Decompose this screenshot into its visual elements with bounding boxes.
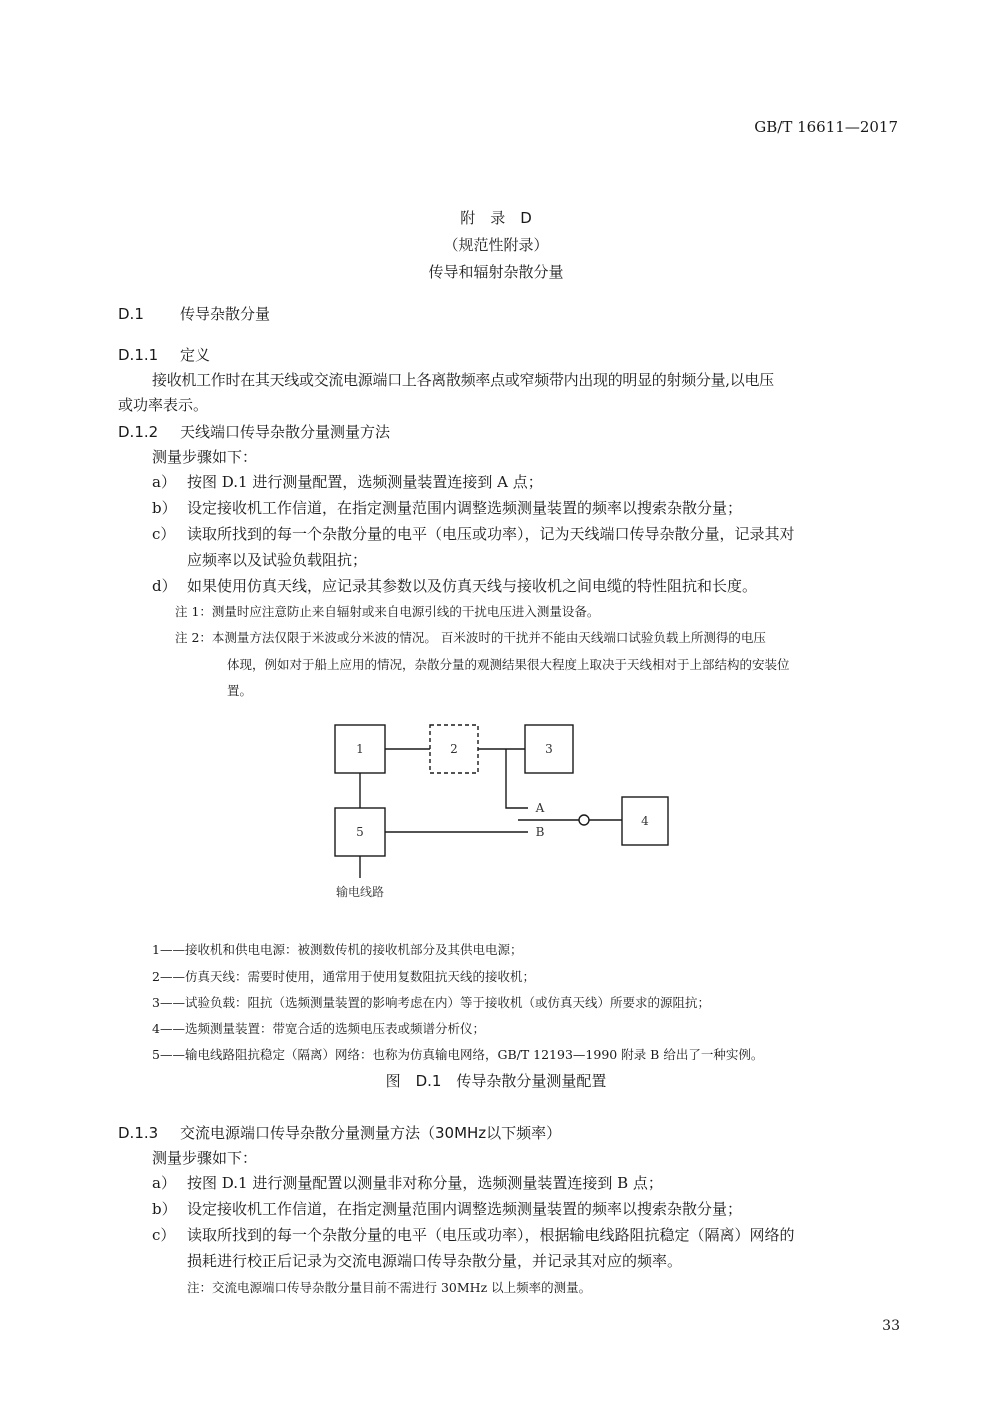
section-number: D.1.3: [118, 1124, 159, 1142]
box-label: 5: [356, 825, 364, 839]
section-number: D.1.2: [118, 423, 159, 441]
power-line-label: 输电线路: [335, 885, 385, 899]
list-marker: a）: [152, 1174, 176, 1192]
section-title: 定义: [180, 346, 211, 364]
figure-caption: 图 D.1 传导杂散分量测量配置: [385, 1072, 607, 1090]
list-text: 读取所找到的每一个杂散分量的电平（电压或功率），记为天线端口传导杂散分量，记录其对: [187, 525, 795, 543]
list-item: [152, 1172, 663, 1193]
list-marker: b）: [152, 499, 177, 517]
list-text: 读取所找到的每一个杂散分量的电平（电压或功率），根据输电线路阻抗稳定（隔离）网络的: [187, 1226, 795, 1244]
note-2-line: 置。: [227, 683, 253, 698]
point-a-label: A: [535, 801, 545, 815]
steps-intro: 测量步骤如下：: [152, 1149, 258, 1167]
point-b-label: B: [535, 825, 545, 839]
list-text: 按图 D.1 进行测量配置，选频测量装置连接到 A 点；: [187, 473, 543, 491]
list-text: 设定接收机工作信道，在指定测量范围内调整选频测量装置的频率以搜索杂散分量；: [187, 1200, 743, 1218]
list-text: 如果使用仿真天线，应记录其参数以及仿真天线与接收机之间电缆的特性阻抗和长度。: [187, 577, 758, 595]
appendix-subtitle: （规范性附录）: [443, 236, 549, 254]
page-number: 33: [882, 1318, 900, 1334]
definition-paragraph-line: 接收机工作时在其天线或交流电源端口上各离散频率点或窄频带内出现的明显的射频分量,以电压: [152, 371, 774, 389]
section-title: 交流电源端口传导杂散分量测量方法（30MHz以下频率）: [180, 1124, 562, 1142]
box-label: 2: [450, 742, 458, 756]
legend-item: 4——选频测量装置：带宽合适的选频电压表或频谱分析仪；: [152, 1021, 485, 1036]
list-marker: b）: [152, 1200, 177, 1218]
note: 注：交流电源端口传导杂散分量目前不需进行 30MHz 以上频率的测量。: [187, 1280, 592, 1295]
legend-item: 2——仿真天线：需要时使用，通常用于使用复数阻抗天线的接收机；: [152, 969, 535, 984]
note-2-line: 注 2：本测量方法仅限于米波或分米波的情况。 百米波时的干扰并不能由天线端口试验负载上所测得的电压: [175, 630, 766, 645]
list-item: [152, 1224, 795, 1245]
definition-paragraph-line: 或功率表示。: [118, 396, 209, 414]
box-label: 4: [641, 814, 649, 828]
list-marker: d）: [152, 577, 177, 595]
appendix-name: 传导和辐射杂散分量: [428, 263, 564, 281]
list-marker: c）: [152, 1226, 176, 1244]
list-text: 设定接收机工作信道，在指定测量范围内调整选频测量装置的频率以搜索杂散分量；: [187, 499, 743, 517]
note-2-line: 体现，例如对于船上应用的情况，杂散分量的观测结果很大程度上取决于天线相对于上部结构的安装位: [227, 657, 790, 672]
list-item-continuation: 损耗进行校正后记录为交流电源端口传导杂散分量，并记录其对应的频率。: [187, 1252, 683, 1270]
list-marker: c）: [152, 525, 176, 543]
list-text: 按图 D.1 进行测量配置以测量非对称分量，选频测量装置连接到 B 点；: [187, 1174, 663, 1192]
list-marker: a）: [152, 473, 176, 491]
section-number: D.1.1: [118, 346, 159, 364]
legend-item: 5——输电线路阻抗稳定（隔离）网络：也称为仿真输电网络，GB/T 12193—1990 附录 B 给出了一种实例。: [152, 1047, 764, 1062]
steps-intro: 测量步骤如下：: [152, 448, 258, 466]
section-title: 天线端口传导杂散分量测量方法: [180, 423, 391, 441]
list-item: [152, 1198, 742, 1219]
box-label: 1: [356, 742, 364, 756]
legend-item: 3——试验负载：阻抗（选频测量装置的影响考虑在内）等于接收机（或仿真天线）所要求的源阻抗；: [152, 995, 710, 1010]
box-label: 3: [545, 742, 553, 756]
section-number: D.1: [118, 305, 144, 323]
section-d13-heading: [118, 1122, 561, 1143]
appendix-title: 附 录 D: [460, 209, 532, 227]
legend-item: 1——接收机和供电电源：被测数传机的接收机部分及其供电电源；: [152, 942, 523, 957]
standard-id-header: GB/T 16611—2017: [754, 118, 898, 136]
note-1: 注 1：测量时应注意防止来自辐射或来自电源引线的干扰电压进入测量设备。: [175, 604, 600, 619]
section-title: 传导杂散分量: [180, 305, 271, 323]
list-item-continuation: 应频率以及试验负载阻抗；: [187, 551, 368, 569]
connector-circle: [579, 815, 589, 825]
